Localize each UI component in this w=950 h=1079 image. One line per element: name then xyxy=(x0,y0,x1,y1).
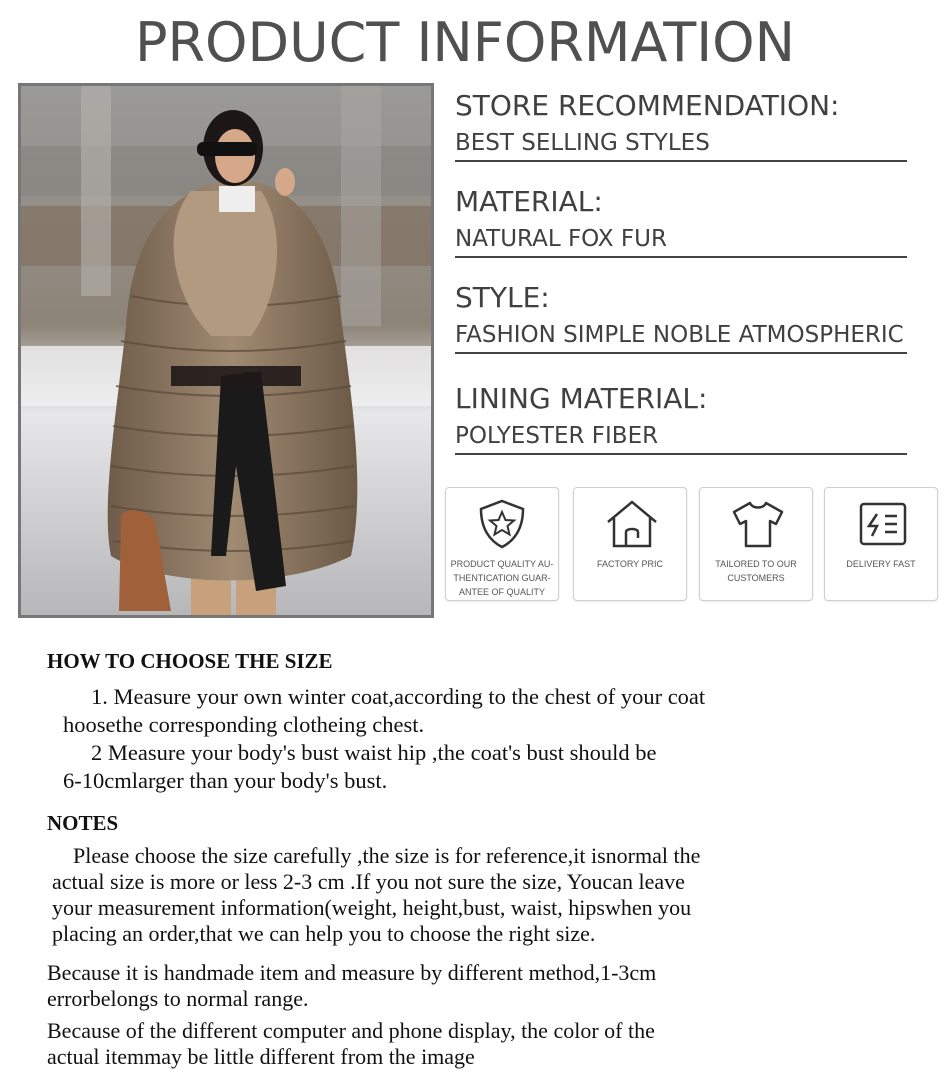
badge-label: FACTORY PRIC xyxy=(596,559,664,569)
color-note: actual itemmay be little different from the image xyxy=(47,1044,475,1069)
tshirt-icon xyxy=(730,498,786,550)
info-material xyxy=(455,184,915,258)
delivery-icon xyxy=(855,498,911,550)
badge-label: DELIVERY FAST xyxy=(846,559,916,569)
badge-label: TAILORED TO OUR CUSTOMERS xyxy=(715,559,797,583)
info-store-recommendation xyxy=(455,88,915,162)
info-label: STORE RECOMMENDATION: xyxy=(455,89,840,122)
shield-star-icon xyxy=(476,498,528,550)
badge-quality xyxy=(445,487,559,601)
badge-tailored xyxy=(699,487,813,601)
handmade-note: errorbelongs to normal range. xyxy=(47,986,309,1011)
notes-line: Please choose the size carefully ,the size is for reference,it isnormal the xyxy=(73,843,701,868)
info-label: STYLE: xyxy=(455,281,550,314)
house-icon xyxy=(604,498,660,550)
badge-label: PRODUCT QUALITY AU- THENTICATION GUAR- ANTEE OF QUALITY xyxy=(450,559,554,597)
handmade-note: Because it is handmade item and measure by different method,1-3cm xyxy=(47,960,657,985)
product-photo xyxy=(18,83,434,618)
notes-line: placing an order,that we can help you to choose the right size. xyxy=(52,921,596,946)
size-guide-line: hoosethe corresponding clotheing chest. xyxy=(63,712,425,737)
info-value: POLYESTER FIBER xyxy=(455,421,907,455)
info-style xyxy=(455,280,915,354)
feature-badges xyxy=(445,487,945,603)
info-value: FASHION SIMPLE NOBLE ATMOSPHERIC xyxy=(455,320,907,354)
info-label: LINING MATERIAL: xyxy=(455,382,708,415)
size-guide-line: 6-10cmlarger than your body's bust. xyxy=(63,768,388,793)
info-value: NATURAL FOX FUR xyxy=(455,224,907,258)
color-note: Because of the different computer and phone display, the color of the xyxy=(47,1018,655,1043)
notes-line: actual size is more or less 2-3 cm .If you not sure the size, Youcan leave xyxy=(52,869,685,894)
info-label: MATERIAL: xyxy=(455,185,603,218)
badge-delivery xyxy=(824,487,938,601)
page-title: PRODUCT INFORMATION xyxy=(134,11,796,74)
notes-heading: NOTES xyxy=(47,811,119,835)
fur-coat-model-image xyxy=(21,86,431,615)
size-guide-heading: HOW TO CHOOSE THE SIZE xyxy=(47,649,333,673)
badge-factory-price xyxy=(573,487,687,601)
size-guide-line: 1. Measure your own winter coat,according to the chest of your coat xyxy=(91,684,706,709)
info-lining-material xyxy=(455,381,915,455)
size-guide-line: 2 Measure your body's bust waist hip ,the coat's bust should be xyxy=(91,740,657,765)
notes-line: your measurement information(weight, height,bust, waist, hipswhen you xyxy=(52,895,692,920)
info-value: BEST SELLING STYLES xyxy=(455,128,907,162)
